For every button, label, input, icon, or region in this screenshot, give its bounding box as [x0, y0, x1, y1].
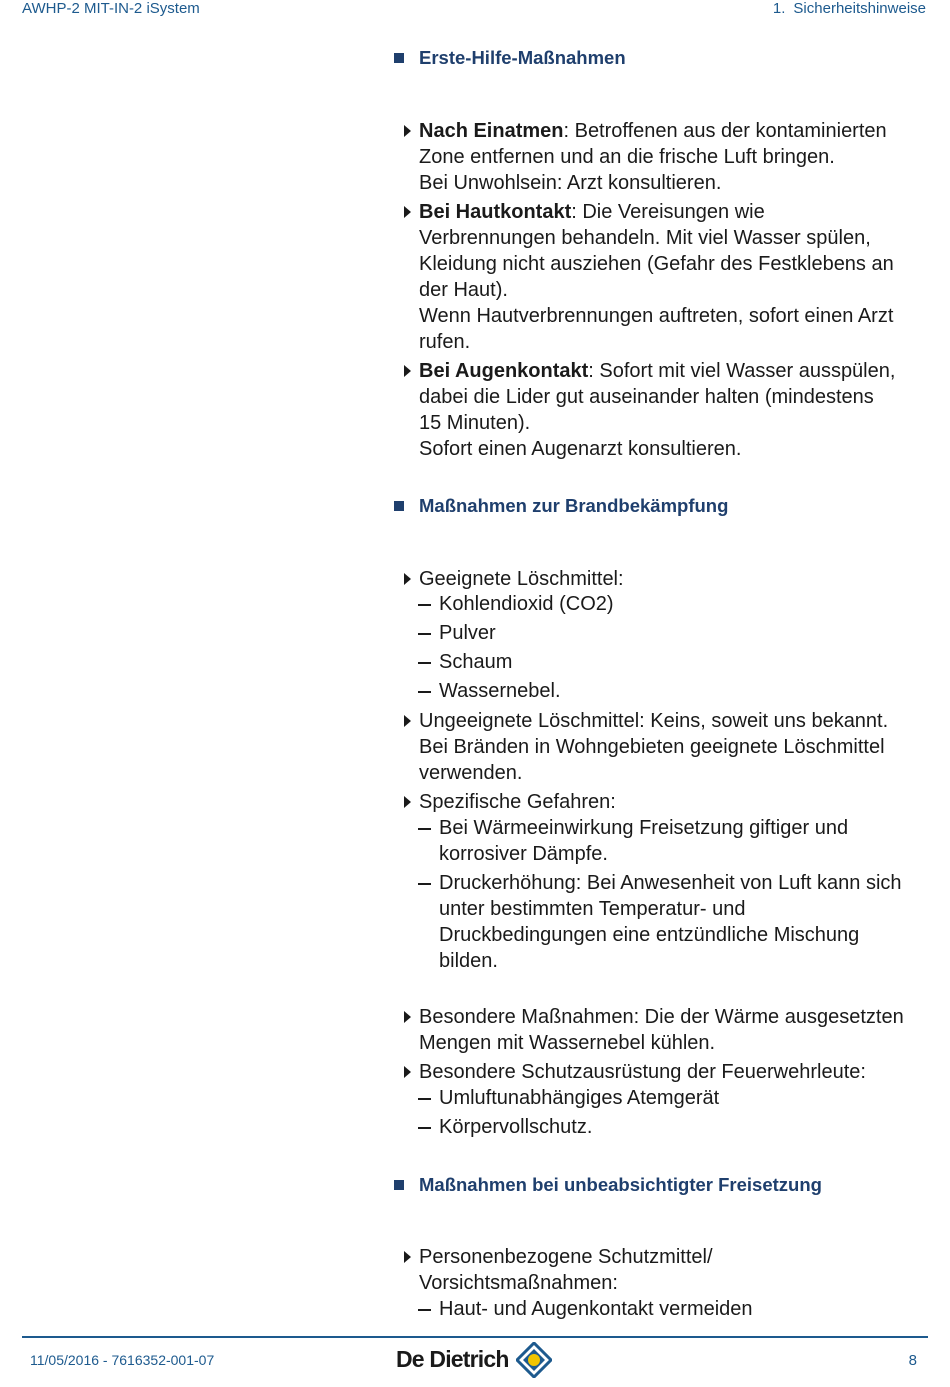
- sub-item-text: Haut- und Augenkontakt vermeiden: [439, 1298, 753, 1320]
- sub-item-text: korrosiver Dämpfe.: [439, 843, 608, 865]
- list-item-specific-hazards: [419, 789, 935, 815]
- triangle-bullet-icon: [404, 1066, 411, 1078]
- item-text: dabei die Lider gut auseinander halten (mindestens: [419, 386, 874, 408]
- item-label: Bei Hautkontakt: [419, 201, 572, 223]
- item-label: Nach Einatmen: [419, 120, 564, 142]
- list-item-skin-contact: [419, 199, 935, 355]
- sub-item-water-mist: [439, 678, 939, 704]
- document-title: AWHP-2 MIT-IN-2 iSystem: [22, 0, 200, 17]
- diamond-logo-icon: [516, 1342, 552, 1378]
- dash-bullet-icon: [418, 604, 431, 606]
- sub-item-text: Druckerhöhung: Bei Anwesenheit von Luft kann sich: [439, 872, 902, 894]
- section-bullet-icon: [394, 53, 404, 63]
- triangle-bullet-icon: [404, 1251, 411, 1263]
- dash-bullet-icon: [418, 691, 431, 693]
- dash-bullet-icon: [418, 662, 431, 664]
- sub-item-text: Bei Wärmeeinwirkung Freisetzung giftiger und: [439, 817, 849, 839]
- item-text: Zone entfernen und an die frische Luft bringen.: [419, 146, 835, 168]
- item-text: Mengen mit Wassernebel kühlen.: [419, 1032, 716, 1054]
- sub-item-hazard-heat: [439, 815, 939, 867]
- triangle-bullet-icon: [404, 715, 411, 727]
- item-text: Ungeeignete Löschmittel: Keins, soweit uns bekannt.: [419, 710, 889, 732]
- item-text: Besondere Schutzausrüstung der Feuerwehrleute:: [419, 1061, 866, 1083]
- sub-item-text: bilden.: [439, 950, 498, 972]
- item-text: Geeignete Löschmittel:: [419, 568, 624, 590]
- section-title: Maßnahmen bei unbeabsichtigter Freisetzung: [419, 1174, 822, 1195]
- triangle-bullet-icon: [404, 125, 411, 137]
- sub-item-text: Umluftunabhängiges Atemgerät: [439, 1087, 720, 1109]
- dash-bullet-icon: [418, 828, 431, 830]
- chapter-title: [773, 0, 926, 17]
- section-title: Erste-Hilfe-Maßnahmen: [419, 47, 626, 68]
- list-item-unsuitable-agents: [419, 708, 935, 786]
- item-text: Vorsichtsmaßnahmen:: [419, 1272, 618, 1294]
- footer-divider: [22, 1336, 928, 1338]
- item-text: : Sofort mit viel Wasser ausspülen,: [588, 360, 896, 382]
- sub-item-text: Körpervollschutz.: [439, 1116, 593, 1138]
- item-text: : Betroffenen aus der kontaminierten: [563, 120, 887, 142]
- item-text: Besondere Maßnahmen: Die der Wärme ausgesetzten: [419, 1006, 904, 1028]
- item-text: : Die Vereisungen wie: [571, 201, 765, 223]
- chapter-name: Sicherheitshinweise: [793, 0, 926, 17]
- item-text: Personenbezogene Schutzmittel/: [419, 1246, 713, 1268]
- list-item-special-measures: [419, 1004, 935, 1056]
- dash-bullet-icon: [418, 1098, 431, 1100]
- section-title: Maßnahmen zur Brandbekämpfung: [419, 495, 729, 516]
- item-text: Wenn Hautverbrennungen auftreten, sofort einen Arzt: [419, 305, 894, 327]
- sub-item-co2: [439, 591, 939, 617]
- sub-item-full-protection: [439, 1114, 939, 1140]
- item-text: 15 Minuten).: [419, 412, 531, 434]
- sub-item-text: Schaum: [439, 651, 513, 673]
- sub-item-text: Druckbedingungen eine entzündliche Mischung: [439, 924, 860, 946]
- list-item-suitable-agents: [419, 566, 935, 592]
- item-text: Verbrennungen behandeln. Mit viel Wasser spülen,: [419, 227, 871, 249]
- sub-item-text: Wassernebel.: [439, 680, 561, 702]
- item-text: der Haut).: [419, 279, 508, 301]
- brand-name: De Dietrich: [396, 1346, 509, 1372]
- dash-bullet-icon: [418, 633, 431, 635]
- sub-item-text: Pulver: [439, 622, 496, 644]
- dash-bullet-icon: [418, 1309, 431, 1311]
- sub-item-hazard-pressure: [439, 870, 939, 974]
- page-number: 8: [908, 1352, 917, 1369]
- item-text: Kleidung nicht ausziehen (Gefahr des Festklebens an: [419, 253, 894, 275]
- sub-item-text: unter bestimmten Temperatur- und: [439, 898, 746, 920]
- item-label: Bei Augenkontakt: [419, 360, 589, 382]
- section-bullet-icon: [394, 501, 404, 511]
- sub-item-text: Kohlendioxid (CO2): [439, 593, 614, 615]
- footer-date-reference: 11/05/2016 - 7616352-001-07: [30, 1352, 215, 1368]
- item-text: verwenden.: [419, 762, 523, 784]
- list-item-personal-precautions: [419, 1244, 935, 1296]
- item-text: Sofort einen Augenarzt konsultieren.: [419, 438, 742, 460]
- list-item-inhalation: [419, 118, 935, 196]
- dash-bullet-icon: [418, 1127, 431, 1129]
- sub-item-avoid-contact: [439, 1296, 939, 1322]
- triangle-bullet-icon: [404, 796, 411, 808]
- triangle-bullet-icon: [404, 365, 411, 377]
- sub-item-foam: [439, 649, 939, 675]
- item-text: rufen.: [419, 331, 471, 353]
- item-text: Spezifische Gefahren:: [419, 791, 616, 813]
- section-bullet-icon: [394, 1180, 404, 1190]
- sub-item-breathing-apparatus: [439, 1085, 939, 1111]
- triangle-bullet-icon: [404, 1011, 411, 1023]
- item-text: Bei Bränden in Wohngebieten geeignete Löschmittel: [419, 736, 885, 758]
- dash-bullet-icon: [418, 883, 431, 885]
- triangle-bullet-icon: [404, 573, 411, 585]
- triangle-bullet-icon: [404, 206, 411, 218]
- item-text: Bei Unwohlsein: Arzt konsultieren.: [419, 172, 722, 194]
- list-item-eye-contact: [419, 358, 935, 462]
- chapter-number: 1.: [772, 0, 786, 17]
- list-item-protective-equipment: [419, 1059, 935, 1085]
- sub-item-powder: [439, 620, 939, 646]
